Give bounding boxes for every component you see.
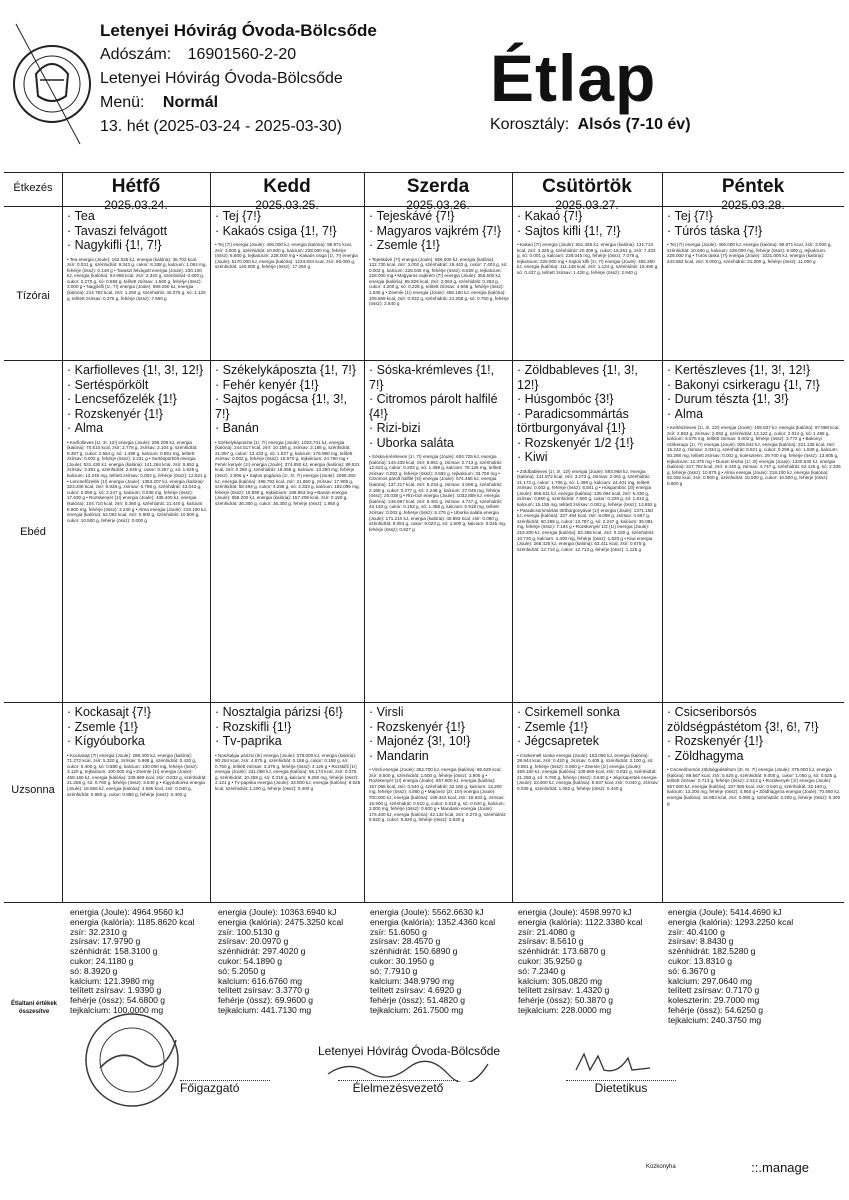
totals-column-tuesday (218, 908, 366, 1016)
totals-label (4, 1000, 64, 1016)
dish-item: · Kockasajt {7!} (67, 705, 207, 720)
total-value: só: 8.3920 g (70, 965, 118, 976)
total-value: fehérje (össz): 54.6250 g (668, 1004, 764, 1015)
dish-item: · Zsemle {1!} (517, 720, 659, 735)
dish-item: · Banán (215, 421, 361, 436)
total-value: energia (Joule): 5562.6630 kJ (370, 907, 484, 917)
signature-principal: Főigazgató (180, 1080, 270, 1095)
dish-item: · Citromos párolt halfilé {4!} (369, 392, 509, 421)
total-value: fehérje (össz): 51.4820 g (370, 995, 466, 1006)
dish-item: · Tejeskávé {7!} (369, 209, 509, 224)
totals-column-wednesday (370, 908, 518, 1016)
total-value: zsír: 40.4100 g (668, 926, 725, 937)
total-value: kalcium: 305.0820 mg (518, 975, 603, 986)
total-value: energia (Joule): 5414.4690 kJ (668, 907, 782, 917)
signature-dietitian: Dietetikus (566, 1080, 676, 1095)
dish-item: · Tavaszi felvágott (67, 224, 207, 239)
total-value: telített zsírsav: 4.6920 g (370, 985, 462, 996)
total-value: cukor: 24.1180 g (70, 955, 134, 966)
dish-item: · Zöldhagyma (667, 749, 841, 764)
total-value: energia (kalória): 1352.4360 kcal (370, 916, 496, 927)
total-value: tejkalcium: 100.0000 mg (70, 1004, 164, 1015)
total-value: zsír: 51.6050 g (370, 926, 427, 937)
dish-item: · Kakaós csiga {1!, 7!} (215, 224, 361, 239)
dish-item: · Zöldbableves {1!, 3!, 12!} (517, 363, 659, 392)
totals-column-thursday (518, 908, 666, 1016)
day-name: Szerda (406, 176, 470, 197)
total-value: kalcium: 121.3980 mg (70, 975, 155, 986)
total-value: energia (kalória): 1185.8620 kcal (70, 916, 195, 927)
dish-item: · Tej {7!} (215, 209, 361, 224)
dish-item: · Bakonyi csirkeragu {1!, 7!} (667, 378, 841, 393)
dish-item: · Csirkemell sonka (517, 705, 659, 720)
day-name: Hétfő (111, 176, 161, 197)
total-value: koleszterin: 29.7000 mg (668, 995, 760, 1006)
menu-cell (513, 207, 662, 360)
dish-item: · Rozskenyér {1!} (369, 720, 509, 735)
total-value: telített zsírsav: 0.7170 g (668, 985, 760, 996)
tax-number-line (100, 44, 296, 66)
week-range: 13. hét (2025-03-24 - 2025-03-30) (100, 118, 342, 135)
total-value: zsír: 32.2310 g (70, 926, 127, 937)
menu-cell (513, 703, 662, 902)
total-value: szénhidrát: 173.6870 g (518, 946, 606, 957)
day-header-thursday (512, 172, 662, 212)
dish-item: · Tej {7!} (667, 209, 841, 224)
total-value: telített zsírsav: 1.4320 g (518, 985, 610, 996)
stamp-institution: Letenyei Hóvirág Óvoda-Bölcsőde (318, 1044, 501, 1058)
total-value: zsírsav: 8.5610 g (518, 936, 584, 947)
menu-cell (663, 207, 844, 360)
total-value: cukor: 54.1890 g (218, 955, 283, 966)
total-value: zsír: 100.5130 g (218, 926, 280, 937)
dish-item: · Zsemle {1!} (369, 238, 509, 253)
total-value: energia (kalória): 1122.3380 kcal (518, 916, 643, 927)
dish-item: · Tea (67, 209, 207, 224)
totals-column-friday (668, 908, 816, 1026)
dish-item: · Rozskenyér 1/2 {1!} (517, 436, 659, 451)
dish-item: · Sajtos kifli {1!, 7!} (517, 224, 659, 239)
dish-item: · Durum tészta {1!, 3!} (667, 392, 841, 407)
dish-item: · Rozskifli {1!} (215, 720, 361, 735)
dish-item: · Húsgombóc {3!} (517, 392, 659, 407)
dish-item: · Csicseriborsós zöldségpástétom {3!, 6!, 7!} (667, 705, 841, 734)
day-date: 2025.03.24. (104, 198, 168, 212)
age-group (490, 116, 691, 134)
round-stamp-icon (80, 1010, 190, 1110)
dish-item: · Tv-paprika (215, 734, 361, 749)
total-value: zsírsav: 8.8430 g (668, 936, 734, 947)
menu-cell (63, 703, 210, 902)
total-value: telített zsírsav: 3.3770 g (218, 985, 310, 996)
row-label-tizorai: Tízórai (16, 290, 50, 302)
institution-name: Letenyei Hóvirág Óvoda-Bölcsőde (100, 21, 377, 40)
total-value: energia (kalória): 1293.2250 kcal (668, 916, 794, 927)
dish-item: · Kertészleves {1!, 3!, 12!} (667, 363, 841, 378)
dietitian-signature-icon (568, 1048, 658, 1078)
total-value: kalcium: 348.9790 mg (370, 975, 455, 986)
menu-cell (211, 207, 364, 360)
menu-cell (365, 703, 512, 902)
day-header-friday (662, 172, 844, 212)
day-name: Kedd (263, 176, 311, 197)
total-value: fehérje (össz): 54.6800 g (70, 995, 166, 1006)
menu-cell (513, 361, 662, 702)
menu-cell (63, 207, 210, 360)
signature-catering: Élelmezésvezető (338, 1080, 458, 1095)
nutrition-info: • Sóska-krémleves {1!, 7!} energia (Joule): 604.725 kJ, energia (kalória): 144.438 kcal, zsír: 8.861 g, zsírsav: 2.713 g, szénhidrát: 12.623 g, cukor: 0.203 g, só: 1.499 g, kalcium: 78.125 mg, telített zsírsav: 0.002 g, fehérje (össz): 3.592 g, tejkalcium: 33.750 mg • Citromos párolt halfilé {4!} energia (Joule): 574.456 kJ, energia (kalória): 137.217 kcal, zsír: 5.234 g, zsírsav: 4.068 g, szénhidrát: 2.168 g, cukor: 0.277 g, só: 2.248 g, kalcium: 27.045 mg, fehérje (össz): 20.038 g • Rizi-bizi energia (Joule): 1032.859 kJ, energia (kalória): 246.697 kcal, zsír: 5.481 g, zsírsav: 4.747 g, szénhidrát: 43.140 g, cukor: 0.153 g, só: 1.458 g, kalcium: 0.918 mg, telített zsírsav: 0.002 g, fehérje (össz): 5.275 g • Uborka saláta energia (Joule): 171.210 kJ, energia (kalória): 40.893 kcal, zsír: 0.090 g, szénhidrát: 9.054 g, cukor: 9.023 g, só: 1.500 g, kalcium: 0.045 mg, fehérje (össz): 0.927 g (369, 454, 507, 532)
dish-item: · Rozskenyér {1!} (667, 734, 841, 749)
total-value: só: 7.7910 g (370, 965, 418, 976)
total-value: zsírsav: 20.0970 g (218, 936, 289, 947)
total-value: só: 6.3670 g (668, 965, 716, 976)
day-date: 2025.03.27. (555, 198, 619, 212)
totals-label-line: Étlaltani értékek (10, 1001, 58, 1007)
dish-item: · Virsli (369, 705, 509, 720)
corner-label: Étkezés (13, 182, 53, 194)
total-value: energia (Joule): 4964.9560 kJ (70, 907, 184, 917)
total-value: zsírsav: 28.4570 g (370, 936, 441, 947)
age-label: Korosztály: (490, 116, 570, 133)
dish-item: · Sertéspörkölt (67, 378, 207, 393)
total-value: szénhidrát: 158.3100 g (70, 946, 158, 957)
menu-cell (211, 361, 364, 702)
dish-item: · Uborka saláta (369, 436, 509, 451)
total-value: fehérje (össz): 50.3870 g (518, 995, 614, 1006)
menu-cell (63, 361, 210, 702)
total-value: tejkalcium: 441.7130 mg (218, 1004, 312, 1015)
konyha-program-logo-icon (10, 14, 94, 154)
dish-item: · Sóska-krémleves {1!, 7!} (369, 363, 509, 392)
nutrition-info: • Zöldbableves {1!, 3!, 12!} energia (Joule): 593.968 kJ, energia (kalória): 141.872 kcal, zsír: 3.273 g, zsírsav: 2.061 g, szénhidrát: 21.172 g, cukor: 1.706 g, só: 1.498 g, kalcium: 24.401 mg, telített zsírsav: 0.002 g, fehérje (össz): 6.841 g • Húsgombóc {3!} energia (Joule): 565.611 kJ, energia (kalória): 135.094 kcal, zsír: 5.430 g, zsírsav: 0.860 g, szénhidrát: 7.560 g, cukor: 0.228 g, só: 1.610 g, kalcium: 15.155 mg, telített zsírsav: 0.002 g, fehérje (össz): 13.852 g • Paradicsommártás törtburgonyával {1!} energia (Joule): 1371.150 kJ, energia (kalória): 327.494 kcal, zsír: 8.098 g, zsírsav: 4.667 g, szénhidrát: 60.268 g, cukor: 13.787 g, só: 2.247 g, kalcium: 36.081 mg, fehérje (össz): 7.194 g • Rozskenyér 1/2 {1!} energia (Joule): 219.200 kJ, energia (kalória): 52.355 kcal, zsír: 0.180 g, szénhidrát: 10.720 g, kalcium: 4.400 mg, fehérje (össz): 1.620 g • Kiwi energia (Joule): 266.425 kJ, energia (kalória): 63.411 kcal, zsír: 0.675 g, szénhidrát: 12.713 g, cukor: 12.713 g, fehérje (össz): 1.125 g (517, 468, 657, 552)
dish-item: · Kígyóuborka (67, 734, 207, 749)
total-value: fehérje (össz): 69.9600 g (218, 995, 314, 1006)
total-value: cukor: 13.8310 g (668, 955, 733, 966)
institution-name-secondary: Letenyei Hóvirág Óvoda-Bölcsőde (100, 70, 343, 87)
age-value: Alsós (7-10 év) (577, 116, 691, 133)
day-header-tuesday (210, 172, 364, 212)
total-value: zsírsav: 17.9790 g (70, 936, 141, 947)
totals-column-monday (70, 908, 218, 1016)
total-value: kalcium: 616.6760 mg (218, 975, 303, 986)
day-date: 2025.03.28. (721, 198, 785, 212)
day-name: Péntek (721, 176, 785, 197)
footer-label: Kozkonyha (646, 1164, 676, 1170)
page-title: Étlap (490, 41, 657, 115)
tax-number: 16901560-2-20 (187, 46, 297, 63)
total-value: kalcium: 297.0640 mg (668, 975, 753, 986)
dish-item: · Sajtos pogácsa {1!, 3!, 7!} (215, 392, 361, 421)
total-value: só: 5.2050 g (218, 965, 266, 976)
nutrition-info: • Csirkemell sonka energia (Joule): 163.050 kJ, energia (kalória): 38.944 kcal, zsír: 0.420 g, zsírsav: 0.405 g, szénhidrát: 2.100 g, só: 0.891 g, fehérje (össz): 6.660 g • Zsemle {1!} energia (Joule): 459.160 kJ, energia (kalória): 109.669 kcal, zsír: 0.832 g, szénhidrát: 21.258 g, só: 0.760 g, fehérje (össz): 3.640 g • Jégcsapretek energia (Joule): 23.600 kJ, energia (kalória): 5.637 kcal, zsír: 0.040 g, zsírsav: 0.036 g, szénhidrát: 1.052 g, fehérje (össz): 0.440 g (517, 752, 659, 792)
dish-item: · Zsemle {1!} (67, 720, 207, 735)
dish-item: · Paradicsommártás törtburgonyával {1!} (517, 407, 659, 436)
day-header-wednesday (364, 172, 512, 212)
menu-cell (663, 703, 844, 902)
day-date: 2025.03.26. (406, 198, 470, 212)
signature-scribble-icon (318, 1056, 498, 1082)
menu-cell (365, 207, 512, 360)
menu-value: Normál (162, 94, 219, 111)
nutrition-info: • Tej {7!} energia (Joule): 406.000 kJ, energia (kalória): 96.971 kcal, zsír: 3.000 g, szénhidrát: 10.600 g, kalcium: 228.000 mg, fehérje (össz): 6.800 g, tejkalcium: 228.000 mg • Kakaós csiga {1!, 7!} energia (Joule): 5170.000 kJ, energia (kalória): 1234.834 kcal, zsír: 60.000 g, szénhidrát: 140.000 g, fehérje (össz): 17.250 g (215, 242, 358, 270)
total-value: cukor: 35.9250 g (518, 955, 583, 966)
dish-item: · Alma (67, 421, 207, 436)
dish-item: · Kiwi (517, 450, 659, 465)
menu-grid (4, 172, 844, 902)
menu-line (100, 92, 218, 114)
nutrition-info: • Kockasajt {7!} energia (Joule): 298.400 kJ, energia (kalória): 71.272 kcal, zsír: 5.320 g, zsírsav: 5.668 g, szénhidrát: 0.420 g, cukor: 0.400 g, só: 0.580 g, kalcium: 100.000 mg, fehérje (össz): 3.120 g, tejkalcium: 100.000 mg • Zsemle {1!} energia (Joule): 459.160 kJ, energia (kalória): 109.669 kcal, zsír: 0.832 g, szénhidrát: 21.258 g, só: 0.760 g, fehérje (össz): 3.640 g • Kígyóuborka energia (Joule): 18.556 kJ, energia (kalória): 4.595 kcal, zsír: 0.040 g, szénhidrát: 0.880 g, cukor: 0.880 g, fehérje (össz): 0.400 g (67, 752, 207, 797)
menu-cell (663, 361, 844, 702)
total-value: só: 7.2340 g (518, 965, 566, 976)
dish-item: · Székelykáposzta {1!, 7!} (215, 363, 361, 378)
total-value: zsír: 21.4080 g (518, 926, 575, 937)
nutrition-info: • Nosztalgia párizsi {6!} energia (Joule): 378.000 kJ, energia (kalória): 90.284 kcal, zsír: 4.875 g, szénhidrát: 0.158 g, cukor: 0.158 g, só: 0.750 g, telített zsírsav: 3.375 g, fehérje (össz): 4.125 g • Rozskifli {1!} energia (Joule): 231.066 kJ, energia (kalória): 55.173 kcal, zsír: 0.378 g, szénhidrát: 10.458 g, só: 0.315 g, kalcium: 8.250 mg, fehérje (össz): 2.121 g • Tv-paprika energia (Joule): 33.600 kJ, energia (kalória): 8.025 kcal, szénhidrát: 1.200 g, fehérje (össz): 0.400 g (215, 752, 361, 792)
dish-item: · Mandarin (369, 749, 509, 764)
total-value: energia (Joule): 10363.6940 kJ (218, 907, 337, 917)
total-value: szénhidrát: 182.5280 g (668, 946, 756, 957)
total-value: telített zsírsav: 1.9390 g (70, 985, 162, 996)
menu-label: Menü: (100, 94, 145, 111)
total-value: tejkalcium: 261.7500 mg (370, 1004, 464, 1015)
row-label-uzsonna: Uzsonna (11, 784, 55, 796)
nutrition-info: • Tea energia (Joule): 162.035 kJ, energia (kalória): 38.702 kcal, zsír: 0.031 g, szénhidrát: 9.342 g, cukor: 8.338 g, kalcium: 1.064 mg, fehérje (össz): 0.148 g • Tavaszi felvágott energia (Joule): 230.100 kJ, energia (kalória): 54.958 kcal, zsír: 2.340 g, szénhidrát: 0.600 g, cukor: 0.270 g, só: 0.556 g, telített zsírsav: 1.560 g, fehérje (össz): 3.000 g • Nagykifli {1!, 7!} energia (Joule): 899.250 kJ, energia (kalória): 214.782 kcal, zsír: 1.250 g, szénhidrát: 40.375 g, só: 1.125 g, telített zsírsav: 0.375 g, fehérje (össz): 7.650 g (67, 256, 207, 301)
total-value: tejkalcium: 228.0000 mg (518, 1004, 612, 1015)
nutrition-info: • Tej {7!} energia (Joule): 406.000 kJ, energia (kalória): 96.971 kcal, zsír: 3.000 g, szénhidrát: 10.600 g, kalcium: 228.000 mg, fehérje (össz): 6.800 g, tejkalcium: 228.000 mg • Túrós táska {7!} energia (Joule): 1021.000 kJ, energia (kalória): 243.862 kcal, zsír: 8.000 g, szénhidrát: 31.000 g, fehérje (össz): 11.000 g (667, 242, 832, 264)
row-label-ebed: Ebéd (20, 526, 46, 538)
dish-item: · Alma (667, 407, 841, 422)
dish-item: · Magyaros vajkrém {7!} (369, 224, 509, 239)
dish-item: · Fehér kenyér {1!} (215, 378, 361, 393)
nutrition-info: • Székelykáposzta {1!, 7!} energia (Joule): 1023.741 kJ, energia (kalória): 244.517 kcal, zsír: 10.186 g, zsírsav: 2.188 g, szénhidrát: 21.857 g, cukor: 13.433 g, só: 1.827 g, kalcium: 176.980 mg, telített zsírsav: 0.002 g, fehérje (össz): 15.570 g, tejkalcium: 24.750 mg • Fehér kenyér {1!} energia (Joule): 374.850 kJ, energia (kalória): 89.531 kcal, zsír: 0.280 g, szénhidrát: 18.358 g, kalcium: 13.250 mg, fehérje (össz): 2.905 g • Sajtos pogácsa {1!, 3!, 7!} energia (Joule): 2068.360 kJ, energia (kalória): 498.782 kcal, zsír: 21.650 g, zsírsav: 17.909 g, szénhidrát: 58.494 g, cukor: 4.258 g, só: 2.333 g, kalcium: 192.095 mg, fehérje (össz): 18.859 g, tejkalcium: 188.963 mg • Banán energia (Joule): 658.200 kJ, energia (kalória): 157.208 kcal, zsír: 0.150 g, szénhidrát: 36.300 g, cukor: 36.300 g, fehérje (össz): 1.950 g (215, 439, 360, 507)
dish-item: · Lencsefőzelék {1!} (67, 392, 207, 407)
dish-item: · Jégcsapretek (517, 734, 659, 749)
total-value: szénhidrát: 297.4020 g (218, 946, 306, 957)
totals-label-line: összesítve (18, 1009, 50, 1015)
day-name: Csütörtök (542, 176, 632, 197)
footer-brand-logo: ::.manage (751, 1160, 809, 1175)
day-date: 2025.03.25. (255, 198, 319, 212)
dish-item: · Rizi-bizi (369, 421, 509, 436)
nutrition-info: • Csicseriborsós zöldségpástétom {3!, 6!, 7!} energia (Joule): 375.000 kJ, energia (kalória): 89.567 kcal, zsír: 5.625 g, szénhidrát: 9.000 g, cukor: 1.050 g, só: 0.525 g, telített zsírsav: 0.713 g, fehérje (össz): 2.513 g • Rozskenyér {1!} energia (Joule): 657.600 kJ, energia (kalória): 157.065 kcal, zsír: 0.540 g, szénhidrát: 32.160 g, kalcium: 13.200 mg, fehérje (össz): 4.860 g • Zöldhagyma energia (Joule): 70.560 kJ, energia (kalória): 16.853 kcal, zsír: 0.080 g, szénhidrát: 3.200 g, fehérje (össz): 0.400 g (667, 767, 841, 806)
dish-item: · Kakaó {7!} (517, 209, 659, 224)
dish-item: · Rozskenyér {1!} (67, 407, 207, 422)
total-value: energia (Joule): 4598.9970 kJ (518, 907, 632, 917)
menu-cell (211, 703, 364, 902)
total-value: szénhidrát: 150.6890 g (370, 946, 458, 957)
dish-item: · Majonéz {3!, 10!} (369, 734, 509, 749)
total-value: cukor: 30.1950 g (370, 955, 435, 966)
nutrition-info: • Virsli energia (Joule): 362.700 kJ, energia (kalória): 86.629 kcal, zsír: 8.500 g, szénhidrát: 1.500 g, fehérje (össz): 3.900 g • Rozskenyér {1!} energia (Joule): 657.600 kJ, energia (kalória): 157.065 kcal, zsír: 0.540 g, szénhidrát: 32.160 g, kalcium: 13.200 mg, fehérje (össz): 4.860 g • Majonéz {3!, 10!} energia (Joule): 700.000 kJ, energia (kalória): 169.342 kcal, zsír: 18.633 g, zsírsav: 16.900 g, szénhidrát: 0.610 g, cukor: 0.610 g, só: 0.040 g, kalcium: 3.000 mg, fehérje (össz): 0.600 g • Mandarin energia (Joule): 176.400 kJ, energia (kalória): 42.132 kcal, zsír: 0.270 g, szénhidrát: 8.820 g, cukor: 8.820 g, fehérje (össz): 0.630 g (369, 767, 507, 823)
nutrition-info: • Karfiolleves {1!, 3!, 12!} energia (Joule): 295.209 kJ, energia (kalória): 70.510 kcal, zsír: 2.778 g, zsírsav: 2.104 g, szénhidrát: 8.397 g, cukor: 2.564 g, só: 1.498 g, kalcium: 0.551 mg, telített zsírsav: 0.002 g, fehérje (össz): 2.231 g • Sertéspörkölt energia (Joule): 531.430 kJ, energia (kalória): 141.264 kcal, zsír: 5.652 g, zsírsav: 3.391 g, szénhidrát: 2.645 g, cukor: 0.267 g, só: 1.628 g, kalcium: 13.245 mg, telített zsírsav: 0.002 g, fehérje (össz): 12.921 g • Lencsefőzelék {1!} energia (Joule): 1353.207 kJ, energia (kalória): 323.206 kcal, zsír: 8.928 g, zsírsav: 6.796 g, szénhidrát: 43.043 g, cukor: 0.059 g, só: 2.247 g, kalcium: 0.038 mg, fehérje (össz): 17.630 g • Rozskenyér {1!} energia (Joule): 438.400 kJ, energia (kalória): 104.710 kcal, zsír: 0.360 g, szénhidrát: 21.440 g, kalcium: 8.800 mg, fehérje (össz): 3.240 g • Alma energia (Joule): 218.100 kJ, energia (kalória): 52.092 kcal, zsír: 0.600 g, szénhidrát: 10.500 g, cukor: 10.500 g, fehérje (össz): 0.600 g (67, 439, 208, 523)
total-value: tejkalcium: 240.3750 mg (668, 1014, 762, 1025)
nutrition-info: • Kertészleves {1!, 3!, 12!} energia (Joule): 409.837 kJ, energia (kalória): 97.888 kcal, zsír: 2.963 g, zsírsav: 2.062 g, szénhidrát: 13.122 g, cukor: 2.014 g, só: 1.498 g, kalcium: 5.576 mg, telített zsírsav: 0.002 g, fehérje (össz): 3.772 g • Bakonyi csirkeragu {1!, 7!} energia (Joule): 925.842 kJ, energia (kalória): 221.135 kcal, zsír: 15.242 g, zsírsav: 2.034 g, szénhidrát: 5.521 g, cukor: 0.259 g, só: 1.849 g, kalcium: 50.288 mg, telített zsírsav: 0.002 g, koleszterin: 29.700 mg, fehérje (össz): 13.605 g, tejkalcium: 12.375 mg • Durum tészta {1!, 3!} energia (Joule): 1330.530 kJ, energia (kalória): 317.792 kcal, zsír: 6.440 g, zsírsav: 4.747 g, szénhidrát: 52.125 g, só: 2.336 g, fehérje (össz): 10.875 g • Alma energia (Joule): 218.100 kJ, energia (kalória): 52.092 kcal, zsír: 0.600 g, szénhidrát: 10.500 g, cukor: 10.500 g, fehérje (össz): 0.600 g (667, 425, 841, 486)
day-header-monday (62, 172, 210, 212)
menu-cell (365, 361, 512, 702)
dish-item: · Nosztalgia párizsi {6!} (215, 705, 361, 720)
dish-item: · Túrós táska {7!} (667, 224, 841, 239)
nutrition-info: • Tejeskávé {7!} energia (Joule): 556.000 kJ, energia (kalória): 132.730 kcal, zsír: 3.002 g, szénhidrát: 19.443 g, cukor: 7.403 g, só: 0.002 g, kalcium: 228.045 mg, fehérje (össz): 6.828 g, tejkalcium: 228.000 mg • Magyaros vajkrém {7!} energia (Joule): 355.500 kJ, energia (kalória): 85.826 kcal, zsír: 2.063 g, szénhidrát: 0.263 g, cukor: 4.200 g, só: 0.225 g, telített zsírsav: 4.666 g, fehérje (össz): 1.536 g • Zsemle {1!} energia (Joule): 458.160 kJ, energia (kalória): 109.669 kcal, zsír: 0.832 g, szénhidrát: 21.258 g, só: 0.760 g, fehérje (össz): 3.640 g (369, 256, 509, 307)
dish-item: · Karfiolleves {1!, 3!, 12!} (67, 363, 207, 378)
total-value: energia (kalória): 2475.3250 kcal (218, 916, 344, 927)
tax-label: Adószám: (100, 46, 172, 63)
dish-item: · Nagykifli {1!, 7!} (67, 238, 207, 253)
nutrition-info: • Kakaó {7!} energia (Joule): 551.455 kJ, energia (kalória): 131.713 kcal, zsír: 3.325 g, szénhidrát: 20.309 g, cukor: 18.251 g, zsír: 7.433 g, só: 0.001 g, kalcium: 228.045 mg, fehérje (össz): 7.078 g, tejkalcium: 228.000 mg • Sajtos kifli {1!, 7!} energia (Joule): 465.350 kJ, energia (kalória): 111.148 kcal, zsír: 1.134 g, szénhidrát: 18.480 g, só: 0.437 g, telített zsírsav: 1.428 g, fehérje (össz): 2.940 g (517, 242, 659, 275)
